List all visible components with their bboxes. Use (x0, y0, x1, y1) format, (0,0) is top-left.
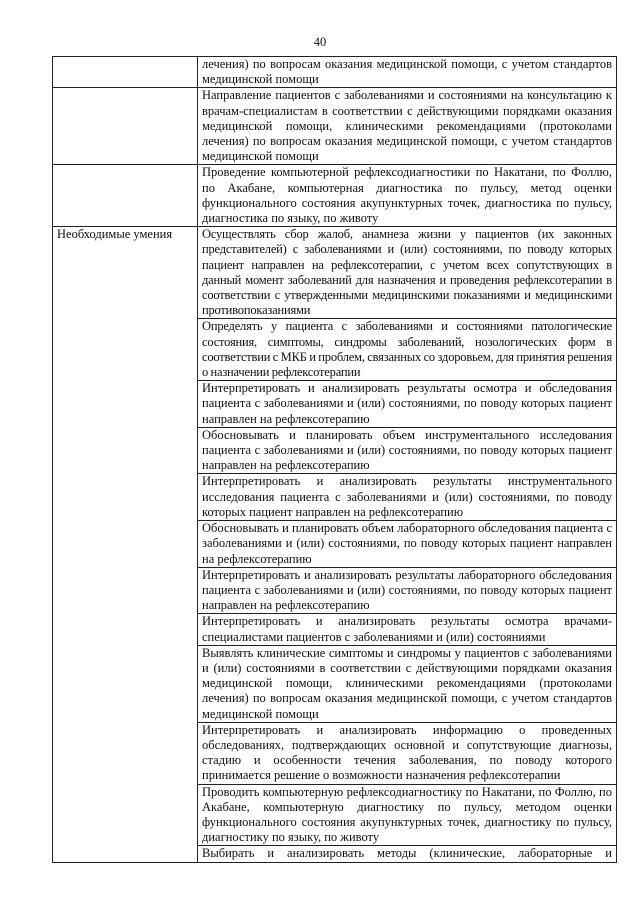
table-row (53, 57, 617, 88)
cell-text: Обосновывать и планировать объем инструментального исследования пациента с заболеваниями и (или) состояниями, по поводу которых пациент направлен на рефлексотерапию (202, 427, 612, 473)
cell-text: Интерпретировать и анализировать информацию о проведенных обследованиях, подтверждающих основной и сопутствующие диагнозы, стадию и особенности течения заболевания, по поводу которого принимается решение о возможности назначения рефлексотерапии (202, 722, 612, 783)
table-cell (198, 521, 617, 568)
cell-text: Выбирать и анализировать методы (клинические, лабораторные и (202, 846, 612, 861)
cell-text: Проводить компьютерную рефлексодиагностику по Накатани, по Фоллю, по Акабане, компьютерную диагностику по пульсу, методом оценки функционального состояния акупунктурных точек, диагностику по пульсу, диагностику по языку, по животу (202, 784, 612, 845)
table-cell (198, 57, 617, 88)
cell-text: Выявлять клинические симптомы и синдромы у пациентов с заболеваниями и (или) состояниями в соответствии с действующими порядками оказания медицинской помощи, клиническими рекомендациями (протоколами лечения) по вопросам оказания медицинской помощи, с учетом стандартов медицинской помощи (202, 645, 612, 721)
table-cell (198, 165, 617, 227)
cell-text: Проведение компьютерной рефлексодиагностики по Накатани, по Фоллю, по Акабане, компьютерная диагностика по пульсу, метод оценки функционального состояния акупунктурных точек, диагностика по пульсу, диагностика по языку, по животу (202, 165, 612, 226)
cell-text: Осуществлять сбор жалоб, анамнеза жизни у пациентов (их законных представителей) с заболеваниями и (или) состояниями, по поводу которых пациент направлен на рефлексотерапии, с учетом всех сопутствующих в данный момент заболеваний для назначения и проведения рефлексотерапии в соответствии с утвержденными медицинскими показаниями и медицинскими противопоказаниями (202, 227, 612, 318)
table-cell (198, 88, 617, 165)
table-cell (198, 427, 617, 474)
table-cell (198, 846, 617, 862)
category-cell-skills (53, 227, 198, 862)
table-row (53, 227, 617, 319)
table-row (53, 165, 617, 227)
table-cell (198, 227, 617, 319)
category-cell-empty (53, 88, 198, 165)
cell-text: Направление пациентов с заболеваниями и состояниями на консультацию к врачам-специалистам в соответствии с действующими порядками оказания медицинской помощи, клиническими рекомендациями (протоколами лечения) по вопросам оказания медицинской помощи, с учетом стандартов медицинской помощи (202, 88, 612, 164)
table-cell (198, 381, 617, 428)
page-number: 40 (313, 35, 327, 49)
table-cell (198, 722, 617, 784)
category-label: Необходимые умения (57, 227, 173, 242)
table-cell (198, 614, 617, 645)
table-cell (198, 645, 617, 722)
requirements-table (52, 56, 617, 863)
cell-text: Интерпретировать и анализировать результаты осмотра и обследования пациента с заболеваниями и (или) состояниями, по поводу которых пациент направлен на рефлексотерапию (202, 381, 612, 426)
cell-text: Обосновывать и планировать объем лабораторного обследования пациента с заболеваниями и (или) состояниями, по поводу которых пациент направлен на рефлексотерапию (202, 521, 612, 566)
table-cell (198, 319, 617, 381)
cell-text: Определять у пациента с заболеваниями и состояниями патологические состояния, симптомы, синдромы заболеваний, нозологических форм в соответствии с МКБ и проблем, связанных со здоровьем, для принятия решения о назначении рефлексотерапии (202, 319, 612, 380)
cell-text: Интерпретировать и анализировать результаты инструментального исследования пациента с заболеваниями и (или) состояниями, по поводу которых пациент направлен на рефлексотерапию (202, 474, 612, 519)
table-cell (198, 784, 617, 846)
cell-text: лечения) по вопросам оказания медицинской помощи, с учетом стандартов медицинской помощи (202, 57, 612, 87)
cell-text: Интерпретировать и анализировать результаты лабораторного обследования пациента с заболеваниями и (или) состояниями, по поводу которых пациент направлен на рефлексотерапию (202, 567, 612, 613)
cell-text: Интерпретировать и анализировать результаты осмотра врачами-специалистами пациентов с заболеваниями и (или) состояниями (202, 614, 612, 644)
category-cell-empty (53, 165, 198, 227)
table-cell (198, 474, 617, 521)
table-row (53, 88, 617, 165)
category-cell-empty (53, 57, 198, 88)
table-cell (198, 567, 617, 614)
